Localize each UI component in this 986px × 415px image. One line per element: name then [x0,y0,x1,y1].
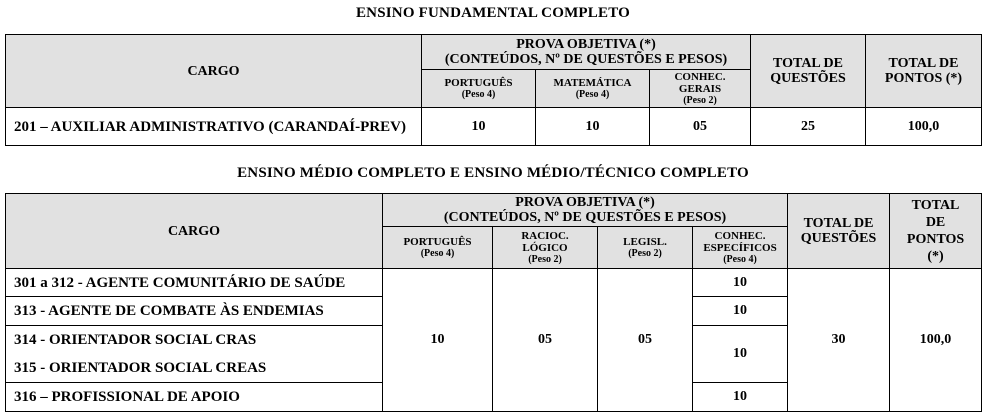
subject-peso: (Peso 2) [683,95,717,106]
header-portugues [422,70,536,108]
value-raciocinio: 05 [493,269,598,412]
total-questoes-l2: QUESTÕES [770,71,846,86]
header-total-questoes [751,35,866,108]
value-especificos: 10 [693,383,788,412]
value-legislacao: 05 [598,269,693,412]
header-conhec-especificos [693,227,788,269]
header-portugues [383,227,493,269]
value-total-pontos: 100,0 [890,269,982,412]
total-pontos-l2: PONTOS (*) [884,71,963,86]
total-questoes-l1: TOTAL DE [773,56,843,71]
cargo-cell [6,326,383,383]
subject-peso: (Peso 4) [461,89,496,100]
total-questoes-l2: QUESTÕES [800,231,877,246]
header-matematica [536,70,650,108]
subject-name-2: GERAIS [678,83,722,95]
subject-name: CONHEC. [674,71,726,83]
subject-name: MATEMÁTICA [553,77,632,89]
header-total-pontos [866,35,982,108]
total-pontos-l2: DE [925,215,946,230]
value-especificos: 10 [693,297,788,326]
subject-name: LEGISL. [623,236,667,248]
cargo-cell: 313 - AGENTE DE COMBATE ÀS ENDEMIAS [6,297,383,326]
prova-line2: (CONTEÚDOS, Nº DE QUESTÕES E PESOS) [444,52,728,67]
value-matematica: 10 [536,108,650,146]
table-row [6,108,982,146]
header-cargo: CARGO [6,35,422,108]
total-pontos-l1: TOTAL [911,198,960,213]
prova-line1: PROVA OBJETIVA (*) [516,37,656,52]
subject-peso: (Peso 2) [628,248,662,259]
value-portugues: 10 [383,269,493,412]
header-legislacao [598,227,693,269]
subject-name: CONHEC. [714,230,766,242]
subject-peso: (Peso 4) [420,248,455,259]
header-total-pontos [890,194,982,269]
header-cargo: CARGO [6,194,383,269]
subject-name: RACIOC. [521,230,569,242]
section1-title: ENSINO FUNDAMENTAL COMPLETO [355,5,631,21]
cargo-line-b: 315 - ORIENTADOR SOCIAL CREAS [14,360,267,376]
section2-title: ENSINO MÉDIO COMPLETO E ENSINO MÉDIO/TÉCNICO COMPLETO [237,165,749,181]
header-prova-objetiva [383,194,788,227]
header-total-questoes [788,194,890,269]
subject-peso: (Peso 2) [528,254,562,265]
table-fundamental [5,34,982,146]
subject-name: PORTUGUÊS [403,236,472,248]
subject-name-2: ESPECÍFICOS [703,242,777,254]
value-especificos: 10 [693,326,788,383]
table-medio [5,193,982,412]
header-conhec-gerais [650,70,751,108]
total-pontos-l3: PONTOS [906,232,965,247]
total-pontos-l1: TOTAL DE [888,56,959,71]
prova-line2: (CONTEÚDOS, Nº DE QUESTÕES E PESOS) [443,210,727,225]
header-prova-objetiva [422,35,751,70]
value-total-questoes: 25 [751,108,866,146]
cargo-line-a: 314 - ORIENTADOR SOCIAL CRAS [14,332,257,348]
table-row [6,269,982,297]
total-questoes-l1: TOTAL DE [803,216,874,231]
value-total-pontos: 100,0 [866,108,982,146]
header-raciocinio [493,227,598,269]
cargo-cell: 316 – PROFISSIONAL DE APOIO [6,383,383,412]
subject-name: PORTUGUÊS [444,77,513,89]
total-pontos-l4: (*) [927,249,944,264]
cargo-cell: 201 – AUXILIAR ADMINISTRATIVO (CARANDAÍ-PREV) [6,108,422,146]
subject-peso: (Peso 4) [575,89,610,100]
subject-name-2: LÓGICO [522,242,568,254]
value-portugues: 10 [422,108,536,146]
value-conhec-gerais: 05 [650,108,751,146]
cargo-cell: 301 a 312 - AGENTE COMUNITÁRIO DE SAÚDE [6,269,383,297]
subject-peso: (Peso 4) [723,254,757,265]
value-especificos: 10 [693,269,788,297]
value-total-questoes: 30 [788,269,890,412]
prova-line1: PROVA OBJETIVA (*) [515,195,655,210]
